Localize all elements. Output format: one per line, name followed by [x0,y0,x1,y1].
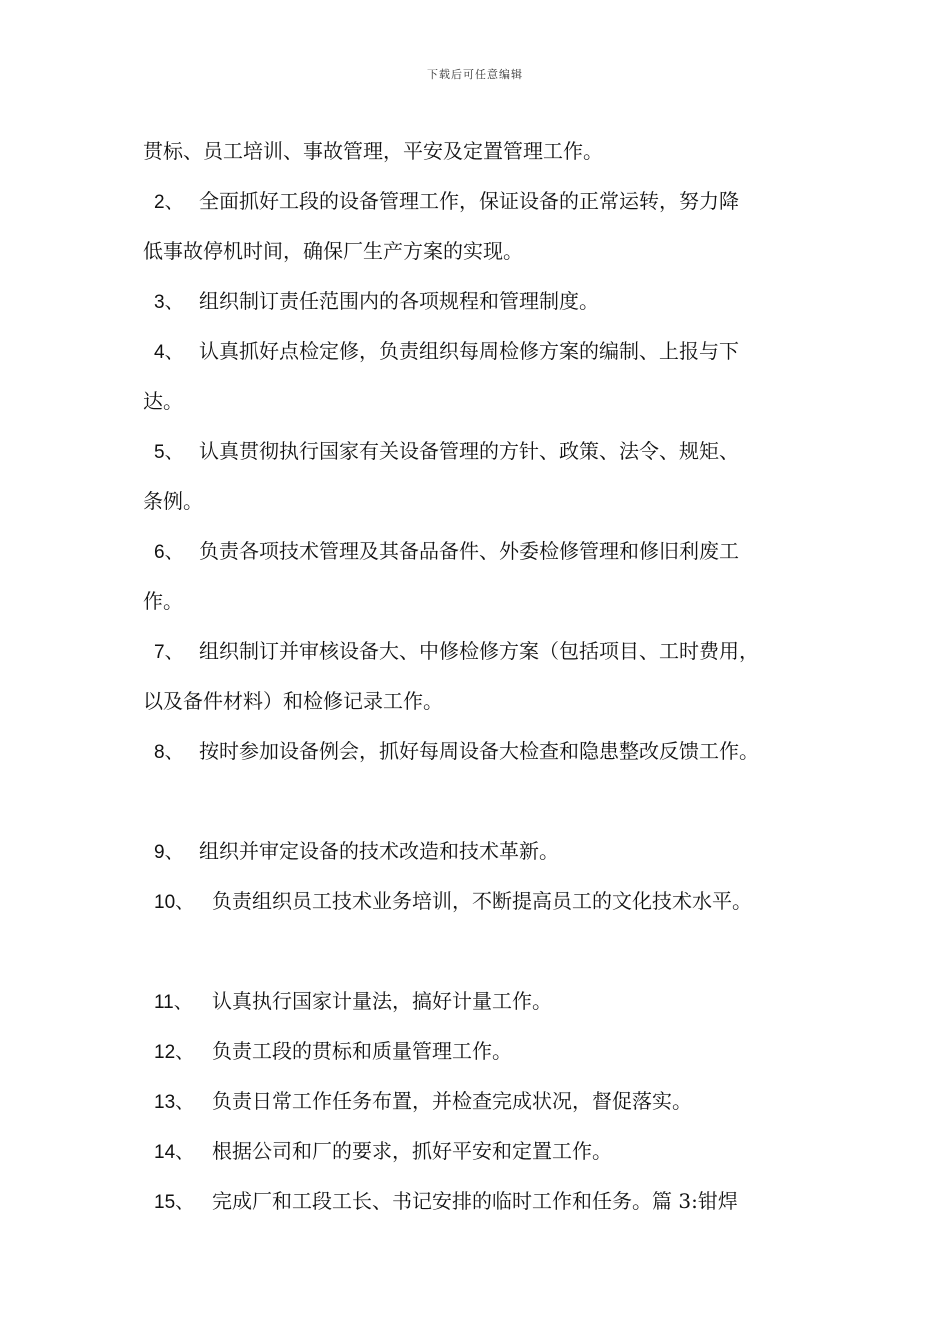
line-text: 以及备件材料）和检修记录工作。 [143,689,443,713]
list-item-4 [143,329,833,379]
paragraph-line [143,479,833,529]
line-text: 认真执行国家计量法，搞好计量工作。 [212,989,552,1013]
line-text: 组织并审定设备的技术改造和技术革新。 [199,839,559,863]
document-body [143,129,833,1229]
line-text: 负责组织员工技术业务培训，不断提高员工的文化技术水平。 [212,889,752,913]
item-number: 10、 [154,892,195,913]
list-item-2 [143,179,833,229]
blank-line [143,929,833,979]
list-item-15 [143,1179,833,1229]
list-item-7 [143,629,833,679]
list-item-12 [143,1029,833,1079]
item-number: 11、 [154,992,193,1013]
line-text: 负责工段的贯标和质量管理工作。 [212,1039,512,1063]
line-text: 条例。 [143,489,203,513]
list-item-10 [143,879,833,929]
item-number: 12、 [154,1042,195,1063]
item-number: 3、 [154,292,184,313]
list-item-6 [143,529,833,579]
item-number: 8、 [154,742,184,763]
paragraph-line [143,229,833,279]
line-text: 认真贯彻执行国家有关设备管理的方针、政策、法令、规矩、 [199,439,739,463]
line-text: 认真抓好点检定修，负责组织每周检修方案的编制、上报与下 [199,339,739,363]
line-text: 组织制订责任范围内的各项规程和管理制度。 [199,289,599,313]
list-item-3 [143,279,833,329]
paragraph-line [143,679,833,729]
line-text: 低事故停机时间，确保厂生产方案的实现。 [143,239,523,263]
item-number: 4、 [154,342,184,363]
item-number: 9、 [154,842,184,863]
paragraph-line [143,579,833,629]
line-text: 全面抓好工段的设备管理工作，保证设备的正常运转，努力降 [199,189,739,213]
item-number: 6、 [154,542,184,563]
page-header: 下载后可任意编辑 [427,68,523,81]
item-number: 2、 [154,192,184,213]
item-number: 7、 [154,642,184,663]
item-number: 13、 [154,1092,195,1113]
line-text: 负责日常工作任务布置，并检查完成状况，督促落实。 [212,1089,692,1113]
list-item-11 [143,979,833,1029]
blank-line [143,779,833,829]
line-text: 根据公司和厂的要求，抓好平安和定置工作。 [212,1139,612,1163]
list-item-14 [143,1129,833,1179]
list-item-5 [143,429,833,479]
line-text: 贯标、员工培训、事故管理，平安及定置管理工作。 [143,139,603,163]
line-text: 组织制订并审核设备大、中修检修方案（包括项目、工时费用， [199,639,759,663]
item-number: 5、 [154,442,184,463]
line-text: 按时参加设备例会，抓好每周设备大检查和隐患整改反馈工作。 [199,739,759,763]
line-text: 完成厂和工段工长、书记安排的临时工作和任务。篇 3:钳焊 [212,1189,738,1213]
line-text: 负责各项技术管理及其备品备件、外委检修管理和修旧利废工 [199,539,739,563]
paragraph-line [143,129,833,179]
list-item-9 [143,829,833,879]
paragraph-line [143,379,833,429]
item-number: 15、 [154,1192,195,1213]
line-text: 作。 [143,589,183,613]
line-text: 达。 [143,389,183,413]
list-item-8 [143,729,833,779]
item-number: 14、 [154,1142,195,1163]
list-item-13 [143,1079,833,1129]
